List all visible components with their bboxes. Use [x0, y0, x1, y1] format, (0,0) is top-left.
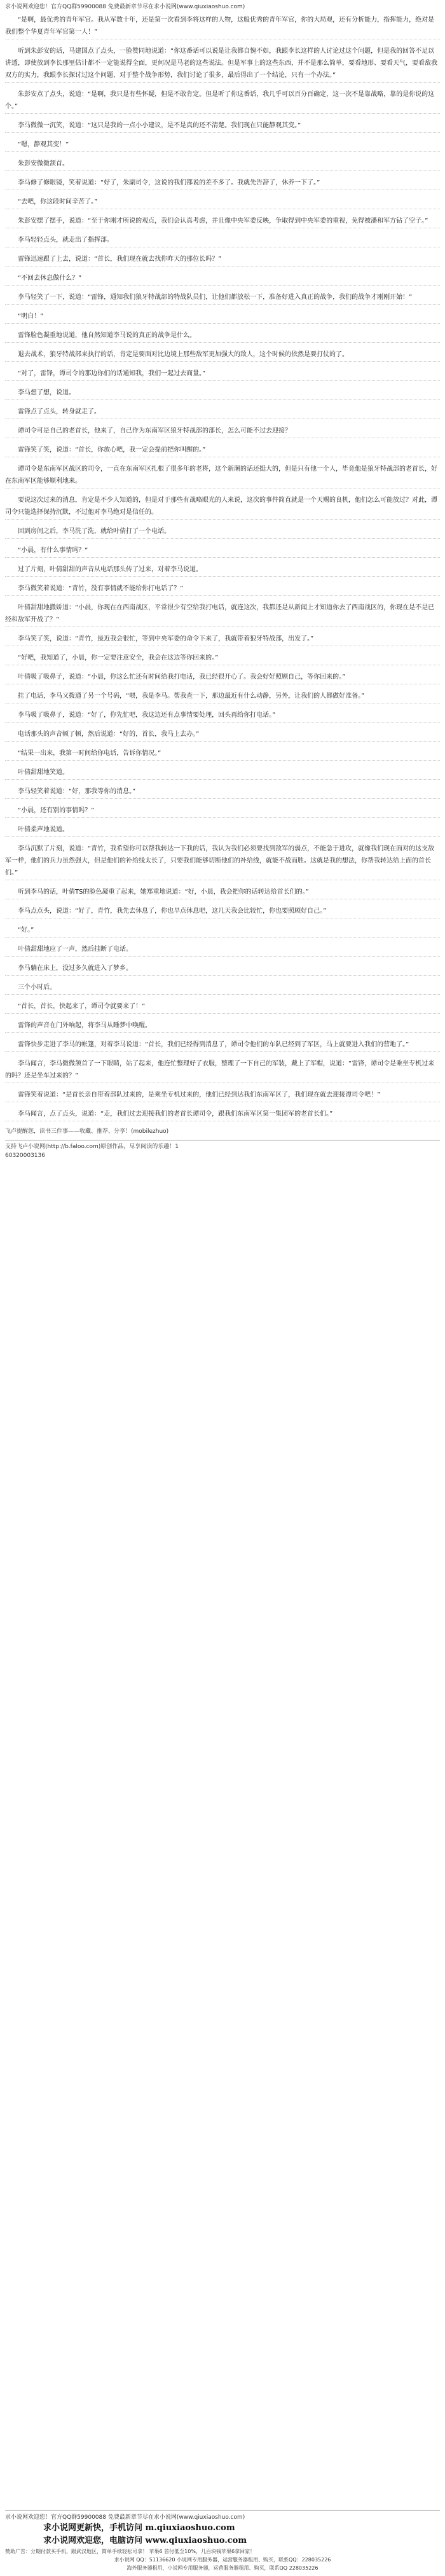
chapter-paragraph: 叶倩甜甜地应了一声，然后挂断了电话。	[5, 943, 440, 957]
chapter-paragraph: 雷锋点了点头，转身就走了。	[5, 406, 440, 419]
chapter-paragraph: 听到李马的话，叶倩TS的脸色凝重了起来，她郑重地说道：“好，小晨，我会把你的话转达给首长们的。”	[5, 886, 440, 899]
chapter-paragraph: 要说这次过来的消息，肯定是不少人知道的，但是对于那些有战略眼光的人来说，这次的事件简直就是一个天赐的良机，他们怎么可能放过？对此，谭司令只能选择保持沉默，不过他对李马绝对是信任的。	[5, 494, 440, 520]
chapter-paragraph: 叶倩吸了吸鼻子，说道：“小晨，你这么忙还有时间给我打电话，我已经很开心了。我会好好照顾自己，等你回来的。”	[5, 671, 440, 684]
chapter-paragraph: 李马轻笑着说道：“好，那我等你的消息。”	[5, 786, 440, 799]
footer-server-line: 海外服务器租用，小说网专用服务器，运营服务器租用、购买，联系QQ 228035226	[127, 2565, 318, 2571]
chapter-paragraph: 叶倩柔声地说道。	[5, 824, 440, 837]
footer-mobile-link[interactable]: 求小说网更新快，手机访问 m.qiuxiaoshuo.com	[43, 2523, 235, 2533]
chapter-paragraph: 李马点点头，说道：“好了，青竹，我先去休息了，你也早点休息吧，这几天我会比较忙，你也要照顾好自己。”	[5, 905, 440, 918]
chapter-paragraph: 李马躺在床上，没过多久就进入了梦乡。	[5, 962, 440, 976]
chapter-paragraph: 李马轻笑了一下，说道：“雷锋，通知我们狼牙特战部的特战队员们，让他们都放松一下，准备好进入真正的战争，我们的战争才刚刚开始！”	[5, 291, 440, 305]
chapter-paragraph: 退去战术，狼牙特战部来执行的话，肯定是要面对比边境上那些敌军更加强大的敌人，这个时候的依然是要打仗的了。	[5, 349, 440, 362]
chapter-paragraph: 电话那头的声音顿了顿，然后说道：“好的，首长，我马上去办。”	[5, 728, 440, 742]
chapter-paragraph: 李马沉默了片刻，说道：“青竹，我希望你可以帮我转达一下我的话，我认为我们必须要找到敌军的弱点，不能急于进攻，就像我们现在面对的这支敌军一样，他们的兵力虽然强大，但是他们的补给线太长了，只要我们能够切断他们的补给线，就能不战而胜。这就是我的想法，你帮我转达给上面的首长们。”	[5, 843, 440, 880]
chapter-paragraph: “小晨，有什么事情吗？”	[5, 544, 440, 558]
chapter-paragraph: “首长，首长，快起来了，谭司令就要来了！”	[5, 1001, 440, 1014]
chapter-paragraph: 叶倩甜甜地撒娇道：“小晨，你现在在西南战区，平常很少有空给我打电话，就连这次，我都还是从新闻上才知道你去了西南战区的，你现在是不是已经和敌军开战了？”	[5, 602, 440, 627]
site-footer	[5, 2507, 440, 2572]
chapter-paragraph: 李马轻轻点头，就走出了指挥部。	[5, 234, 440, 247]
chapter-paragraph: 雷锋迅速跟了上去，说道：“首长，我们现在就去找你昨天的那位长吗？”	[5, 253, 440, 267]
chapter-paragraph: “不回去休息做什么？”	[5, 272, 440, 286]
footer-ad-line[interactable]: 赞助广告：分期付款买手机，跟武汉地区，简单手续轻松可拿！ 苹果6 首付低至10%，几百块钱苹果6拿回家！	[5, 2549, 256, 2554]
footer-notice: 求小说网欢迎您！官方QQ群59900088 免费最新章节尽在求小说网(www.qiuxiaoshuo.com)	[5, 2514, 245, 2521]
chapter-paragraph: 谭司令可是自己的老首长，他来了，自己作为东南军区狼牙特战部的部长，怎么可能不过去迎接？	[5, 425, 440, 438]
chapter-paragraph: 三个小时后。	[5, 981, 440, 995]
chapter-paragraph: 听到朱彭安的话，马建国点了点头，一脸赞同地说道：“你这番话可以说是让我都自愧不如，我跟李长这样的人讨论过这个问题，但是我的回答不足以讲透，即使放到李长那里估计都不一定能说得全面，更何况是马老的这些说法。但是军事上的这些东西，并不是那么简单，要看地形、要看天气，要看敌我双方的实力，我跟李长探讨过这个问题，对于整个战争形势，我们讨论了很多，最后得出了一个结论，只有一个办法。”	[5, 45, 440, 83]
chapter-paragraph: “嗯，静观其变！”	[5, 139, 440, 152]
chapter-paragraph: “小晨，还有别的事情吗？”	[5, 805, 440, 818]
chapter-paragraph: “明白！”	[5, 310, 440, 324]
chapter-paragraph: “好。”	[5, 924, 440, 938]
chapter-paragraph: 过了片刻，叶倩甜甜的声音从电话那头传了过来，对着李马说道。	[5, 564, 440, 577]
chapter-paragraph: 朱彭安摆了摆手，说道：“至于你刚才所说的观点，我们会认真考虑，并且像中央军委反映，争取得到中央军委的重视，免得被潘和军方钻了空子。”	[5, 215, 440, 228]
chapter-paragraph: 李马修了修眼镜，笑着说道：“好了，朱副司令，这说的我们都说的差不多了。我就先告辞了，休养一下了。”	[5, 177, 440, 190]
footer-desktop-link[interactable]: 求小说网欢迎您，电脑访问 www.qiuxiaoshuo.com	[43, 2536, 247, 2545]
chapter-paragraph: 朱彭安微微颔首。	[5, 158, 440, 171]
chapter-paragraph: 谭司令是东南军区战区的司令，一直在东南军区扎根了很多年的老将，这个新潮的话还挺大的，但是只有他一个人，毕竟他是狼牙特战部的老首长，好在东南军区能够顺利地来。	[5, 463, 440, 488]
chapter-paragraph: 雷锋脸色凝重地说道，他自然知道李马说的真正的战争是什么。	[5, 329, 440, 343]
chapter-paragraph: 李马吸了吸鼻子，说道：“好了，你先忙吧，我这边还有点事情要处理，回头再给你打电话。”	[5, 709, 440, 723]
chapter-paragraph: “结果一出来，我第一时间给你电话，告诉你情况。”	[5, 747, 440, 761]
chapter-paragraph: 雷锋笑着说道：“是首长亲自带着部队过来的，是乘坐专机过来的，他们已经到达我们东南军区了，我们现在就去迎接谭司令吧！”	[5, 1089, 440, 1102]
chapter-paragraph: 李马微微一沉笑，说道：“这只是我的一点小小建议，是不是真的还不清楚。我们现在只能静观其变。”	[5, 120, 440, 133]
chapter-paragraph: 李马闻言，李马微微颔首了一下眼睛，站了起来，他连忙整理好了衣服，整理了一下自己的军装，戴上了军帽，说道：“雷锋，谭司令是乘坐专机过来的吗？还是坐车过来的？”	[5, 1058, 440, 1083]
chapter-paragraph: “去吧，你这段时间辛苦了。”	[5, 196, 440, 209]
chapter-paragraph: 李马笑了笑，说道：“青竹，最近我会很忙，等到中央军委的命令下来了，我就带着狼牙特战部，出发了。”	[5, 633, 440, 646]
chapter-paragraph: 朱彭安点了点头，说道：“是啊，我只是有些怀疑，但是不敢肯定。但是听了你这番话，我几乎可以百分百确定，这一次不是靠战略，靠的是你说的这个。”	[5, 88, 440, 114]
chapter-paragraph: 叶倩甜甜地笑道。	[5, 766, 440, 780]
support-line[interactable]: 支持飞卢小说网(http://b.faloo.com)原创作品，尽享阅读的乐趣！1	[5, 1144, 179, 1150]
top-banner: 求小说网欢迎您！官方QQ群59900088 免费最新章节尽在求小说网(www.qiuxiaoshuo.com)	[5, 4, 245, 10]
chapter-paragraph: 挂了电话，李马又拨通了另一个号码，“喂，我是李马。帮我查一下，那边最近有什么动静，另外，让我们的人都做好准备。”	[5, 690, 440, 703]
footer-contact-line: 求小说网 QQ：51136620 小说网专用服务器，运营服务器租用、购买，联系QQ：228035226	[114, 2557, 331, 2563]
chapter-paragraph: 回到房间之后，李马洗了洗，就给叶倩打了一个电话。	[5, 525, 440, 539]
chapter-content	[5, 14, 440, 1121]
chapter-paragraph: 李马闻言，点了点头，说道：“走，我们过去迎接我们的老首长谭司令，跟我们东南军区第一集团军的老首长们。”	[5, 1108, 440, 1121]
chapter-paragraph: “对了，雷锋，谭司令的那边你们的话通知我，我们一起过去商量。”	[5, 368, 440, 381]
chapter-paragraph: 雷锋笑了笑，说道：“首长，你放心吧，我一定会提前把你叫醒的。”	[5, 444, 440, 457]
chapter-paragraph: 雷锋快步走进了李马的帐篷，对着李马说道：“首长，我们已经得到消息了，谭司令他们的车队已经到了军区，马上就要进入我们的营地了。”	[5, 1039, 440, 1052]
chapter-paragraph: 李马想了想，说道。	[5, 387, 440, 400]
footer-separator	[5, 2510, 440, 2511]
closing-note: 飞卢提醒您，读书三件事——收藏、推荐、分享！(mobilezhuo)	[5, 1128, 169, 1135]
chapter-paragraph: 李马微笑着说道：“青竹，没有事情就不能给你打电话了？”	[5, 583, 440, 596]
chapter-paragraph: 雷锋的声音在门外响起，将李马从睡梦中唤醒。	[5, 1020, 440, 1033]
chapter-paragraph: “好吧，我知道了，小晨，你一定要注意安全，我会在这边等你回来的。”	[5, 652, 440, 665]
support-id: 60320003136	[5, 1153, 45, 1159]
chapter-paragraph: “是啊，最优秀的青年军官。我从军数十年，还是第一次看到李将这样的人物，这般优秀的青年军官，你的大局观，还有分析能力，指挥能力，绝对是我们整个华夏青年军官第一人！”	[5, 14, 440, 39]
end-lines	[5, 1127, 440, 1160]
